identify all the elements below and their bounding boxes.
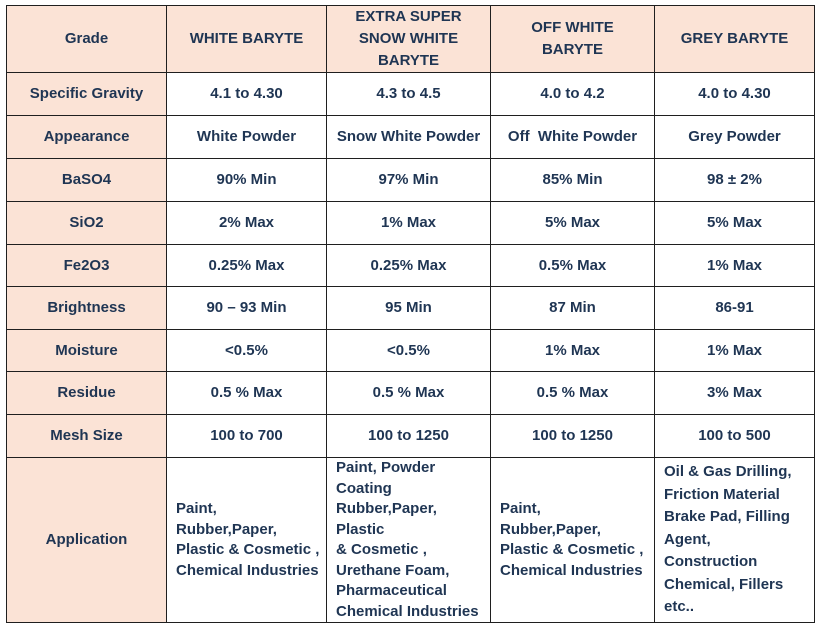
table-row-brightness [7,287,815,330]
table-cell: 0.5 % Max [327,372,491,415]
table-cell: 3% Max [655,372,815,415]
column-header-extra-super-snow-white-baryte: EXTRA SUPER SNOW WHITE BARYTE [327,6,491,73]
table-cell: 0.25% Max [167,245,327,287]
table-cell: 0.25% Max [327,245,491,287]
row-label: BaSO4 [7,159,167,202]
table-row-appearance [7,116,815,159]
table-cell: 4.3 to 4.5 [327,73,491,116]
table-cell: 4.1 to 4.30 [167,73,327,116]
row-label: Residue [7,372,167,415]
table-cell: 4.0 to 4.2 [491,73,655,116]
table-cell: 5% Max [655,202,815,245]
table-cell: Paint, Powder Coating Rubber,Paper, Plastic & Cosmetic , Urethane Foam, Pharmaceutical Chemical Industries [327,458,491,623]
table-cell: 90% Min [167,159,327,202]
table-cell: 85% Min [491,159,655,202]
table-row-specific-gravity [7,73,815,116]
table-cell: 100 to 500 [655,415,815,458]
table-cell: 1% Max [491,330,655,372]
row-label: Specific Gravity [7,73,167,116]
table-cell: 0.5% Max [491,245,655,287]
table-cell: <0.5% [327,330,491,372]
table-cell: 97% Min [327,159,491,202]
table-cell: Oil & Gas Drilling, Friction Material Brake Pad, Filling Agent, Construction Chemical, Fillers etc.. [655,458,815,623]
table-row-sio2 [7,202,815,245]
table-row-baso4 [7,159,815,202]
row-label: Mesh Size [7,415,167,458]
table-row-application [7,458,815,623]
table-cell: Off White Powder [491,116,655,159]
table-cell: 100 to 1250 [327,415,491,458]
table-cell: 0.5 % Max [491,372,655,415]
grade-header: Grade [7,6,167,73]
row-label: Appearance [7,116,167,159]
column-header-grey-baryte: GREY BARYTE [655,6,815,73]
table-cell: 1% Max [655,330,815,372]
table-row-mesh-size [7,415,815,458]
table-cell: 0.5 % Max [167,372,327,415]
table-cell: 98 ± 2% [655,159,815,202]
table-row-residue [7,372,815,415]
table-cell: Grey Powder [655,116,815,159]
column-header-white-baryte: WHITE BARYTE [167,6,327,73]
row-label: SiO2 [7,202,167,245]
table-cell: 2% Max [167,202,327,245]
column-header-off-white-baryte: OFF WHITE BARYTE [491,6,655,73]
table-cell: 90 – 93 Min [167,287,327,330]
baryte-spec-table [6,5,815,623]
row-label: Application [7,458,167,623]
row-label: Brightness [7,287,167,330]
table-cell: Paint, Rubber,Paper, Plastic & Cosmetic , Chemical Industries [491,458,655,623]
table-cell: Paint, Rubber,Paper, Plastic & Cosmetic , Chemical Industries [167,458,327,623]
table-cell: 5% Max [491,202,655,245]
table-cell: 86-91 [655,287,815,330]
table-cell: 1% Max [655,245,815,287]
table-cell: <0.5% [167,330,327,372]
table-row-fe2o3 [7,245,815,287]
table-cell: 87 Min [491,287,655,330]
table-cell: 100 to 1250 [491,415,655,458]
table-cell: 95 Min [327,287,491,330]
table-cell: 4.0 to 4.30 [655,73,815,116]
table-cell: 1% Max [327,202,491,245]
row-label: Fe2O3 [7,245,167,287]
table-cell: Snow White Powder [327,116,491,159]
table-cell: 100 to 700 [167,415,327,458]
table-row-moisture [7,330,815,372]
header-row [7,6,815,73]
row-label: Moisture [7,330,167,372]
table-cell: White Powder [167,116,327,159]
